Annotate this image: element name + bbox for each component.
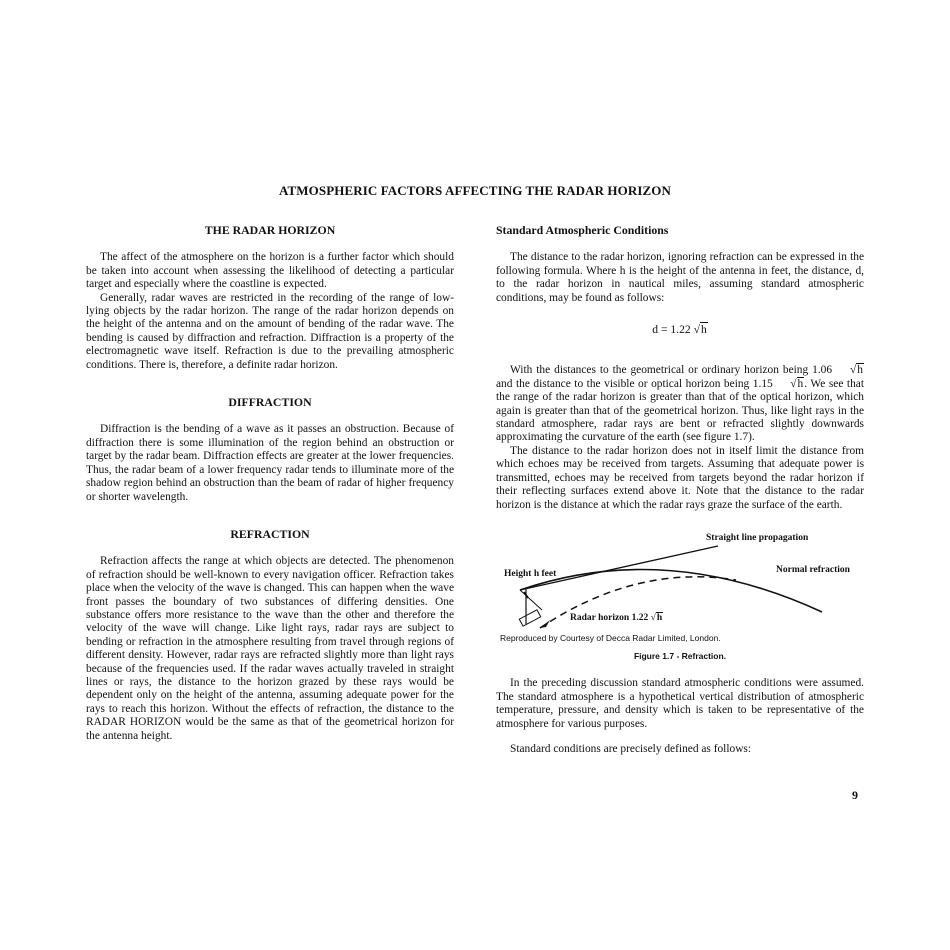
standard-conditions-heading: Standard Atmospheric Conditions <box>496 223 669 237</box>
diffraction-heading: DIFFRACTION <box>228 395 312 410</box>
p2-radicand-1: h <box>857 364 863 377</box>
radar-horizon-paragraph-1: The affect of the atmosphere on the horizon is a further factor which should be taken into account when assessing the likelihood of detecting a particular target and especially where the coastline is expected. <box>86 251 454 291</box>
p2-part-a: With the distances to the geometrical or ordinary horizon being 1.06 <box>510 364 833 377</box>
figure-caption: Figure 1.7 - Refraction. <box>633 650 727 661</box>
sqrt-symbol: √h <box>693 323 707 337</box>
label-radar-horizon <box>570 612 663 625</box>
figure-credit: Reproduced by Courtesy of Decca Radar Limited, London. <box>500 632 721 643</box>
left-column <box>86 224 454 743</box>
radar-horizon-radicand: h <box>656 612 663 623</box>
formula-radicand: h <box>700 323 707 337</box>
label-height: Height h feet <box>504 568 557 579</box>
label-normal-refraction: Normal refraction <box>776 564 850 575</box>
right-column <box>496 224 864 756</box>
p2-radicand-2: h <box>797 377 804 390</box>
sqrt-symbol: √h <box>790 377 804 390</box>
refraction-heading: REFRACTION <box>230 526 310 541</box>
radar-horizon-formula <box>496 323 864 336</box>
radar-horizon-paragraph-2: Generally, radar waves are restricted in the recording of the range of low-lying objects by the radar horizon. The range of the radar horizon depends on the height of the antenna and on the amount of bending of the radar wave. The bending is caused by diffraction and refraction. Diffraction is a property of the electromagnetic wave itself. Refraction is due to the prevailing atmospheric conditions. There is, therefore, a definite radar horizon. <box>86 291 454 371</box>
refraction-figure <box>496 528 864 648</box>
sqrt-symbol: √h <box>850 364 863 377</box>
standard-atmosphere-paragraph: In the preceding discussion standard atmospheric conditions were assumed. The standard atmosphere is a hypothetical vertical distribution of atmospheric temperature, pressure, and density which is taken to be representative of the atmosphere for various purposes. <box>496 677 864 730</box>
diffraction-paragraph: Diffraction is the bending of a wave as it passes an obstruction. Because of diffraction there is some illumination of the region behind an obstruction or target by the radar beam. Diffraction effects are greater at the lower frequencies. Thus, the radar beam of a lower frequency radar tends to illuminate more of the shadow region behind an obstruction than the beam of radar of higher frequency or shorter wavelength. <box>86 423 454 503</box>
echo-distance-paragraph: The distance to the radar horizon does not in itself limit the distance from which echoes may be received from targets. Assuming that adequate power is transmitted, echoes may be received from targets beyond the radar horizon if their reflecting surfaces extend above it. Note that the distance to the radar horizon is the distance at which the radar rays graze the surface of the earth. <box>496 444 864 511</box>
sqrt-symbol: √h <box>650 612 663 623</box>
antenna-bracket <box>520 590 542 610</box>
refraction-paragraph: Refraction affects the range at which objects are detected. The phenomenon of refraction should be well-known to every navigation officer. Refraction takes place when the velocity of the wave is changed. This can happen when the wave front passes the boundary of two substances of differing densities. One substance offers more resistance to the wave than the other and therefore the velocity of the wave will change. Like light rays, radar rays are subject to bending or refraction in the atmosphere resulting from travel through regions of different density. However, radar rays are refracted slightly more than light rays because of the frequencies used. If the radar waves actually traveled in straight lines or rays, the distance to the horizon grazed by these rays would be dependent only on the height of the antenna, assuming adequate power for the rays to reach this horizon. Without the effects of refraction, the distance to the RADAR HORIZON would be the same as that of the geometrical horizon for the antenna height. <box>86 555 454 742</box>
p2-part-b: and the distance to the visible or optical horizon being 1.15 <box>496 377 773 390</box>
radar-horizon-label-text: Radar horizon 1.22 <box>570 612 649 623</box>
label-straight-line: Straight line propagation <box>706 532 809 543</box>
formula-lhs: d = 1.22 <box>652 323 691 337</box>
page-title: ATMOSPHERIC FACTORS AFFECTING THE RADAR HORIZON <box>279 183 671 198</box>
p2-part-c: . We see that the range of the radar horizon is greater than that of the optical horizon, which again is greater than that of the geometrical horizon. Thus, like light rays in the standard atmosphere, radar rays are bent or refracted slightly downwards approximating the curvature of the earth (see figure 1.7). <box>496 377 865 444</box>
standard-conditions-defined: Standard conditions are precisely defined as follows: <box>510 742 752 755</box>
standard-conditions-paragraph-1: The distance to the radar horizon, ignoring refraction can be expressed in the following formula. Where h is the height of the antenna in feet, the distance, d, to the radar horizon in nautical miles, assuming standard atmospheric conditions, may be found as follows: <box>496 251 864 304</box>
ship-hull <box>519 610 540 626</box>
horizon-comparison-paragraph <box>496 364 864 444</box>
radar-horizon-heading: THE RADAR HORIZON <box>204 223 336 237</box>
page-number: 9 <box>852 788 858 802</box>
